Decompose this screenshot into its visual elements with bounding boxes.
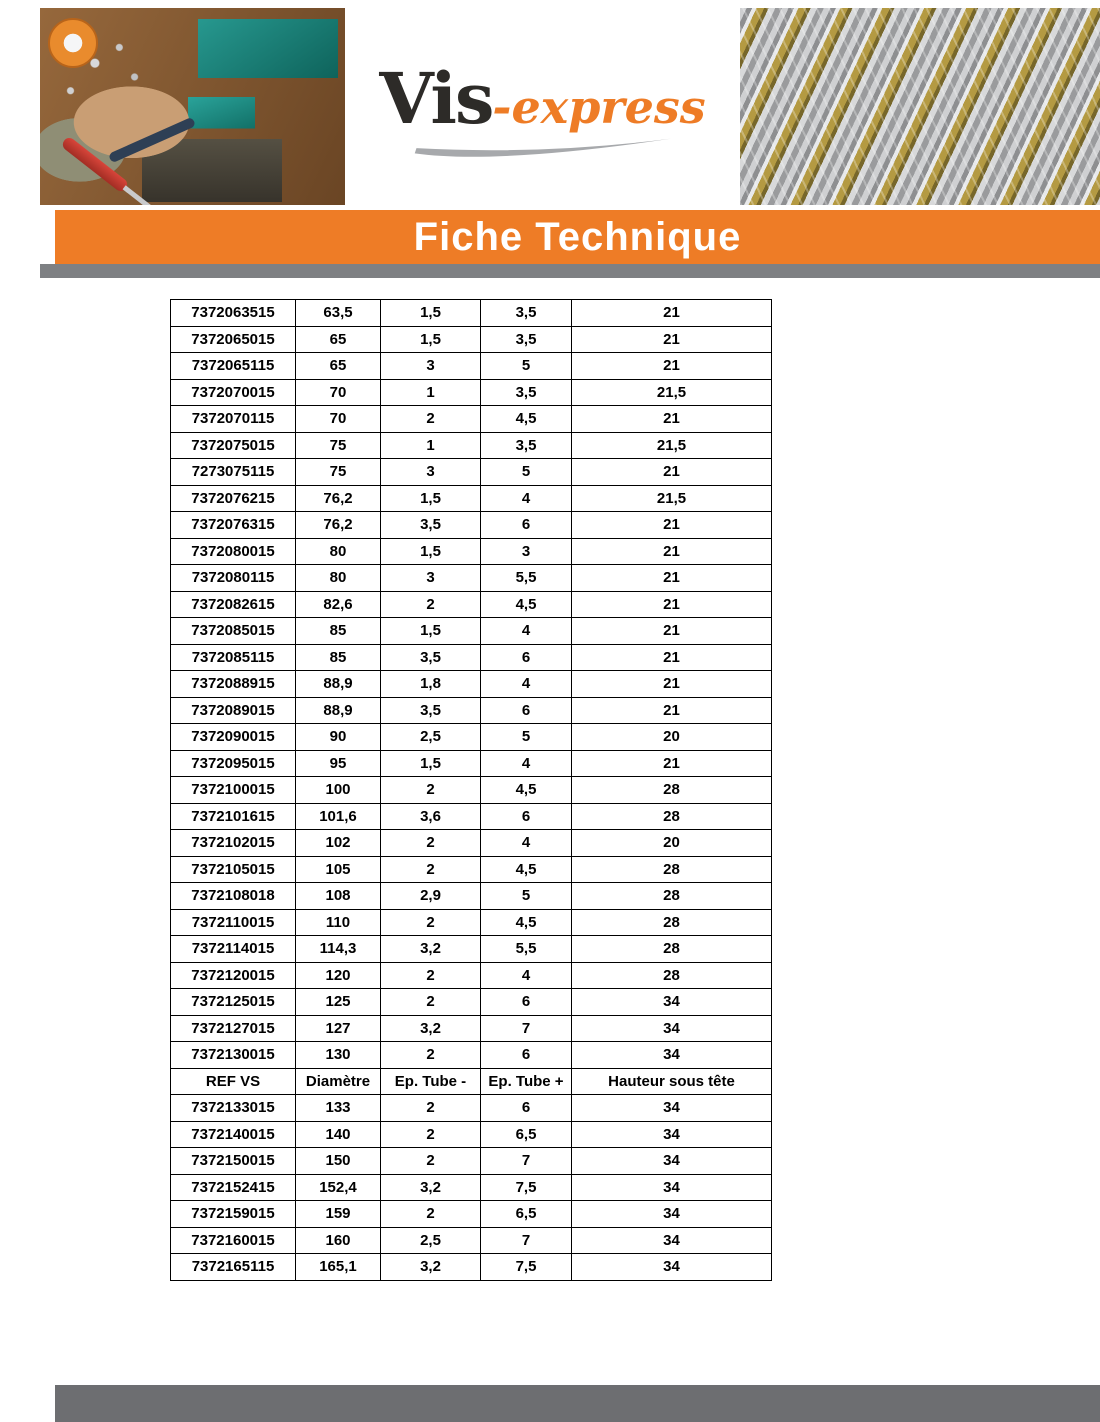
table-row [171, 406, 772, 433]
table-cell: 21 [572, 750, 772, 777]
table-cell: 70 [296, 379, 381, 406]
table-cell: 2 [381, 962, 481, 989]
table-cell: 7372140015 [171, 1121, 296, 1148]
table-cell: 28 [572, 962, 772, 989]
footer-bar [55, 1385, 1100, 1422]
table-cell: 101,6 [296, 803, 381, 830]
table-cell: 2 [381, 909, 481, 936]
table-cell: 34 [572, 1015, 772, 1042]
table-cell: 7372133015 [171, 1095, 296, 1122]
table-cell: 21 [572, 591, 772, 618]
table-cell: 20 [572, 724, 772, 751]
table-cell: 7372080115 [171, 565, 296, 592]
table-cell: 3 [381, 565, 481, 592]
table-cell: 5 [481, 353, 572, 380]
table-cell: 7372152415 [171, 1174, 296, 1201]
table-cell: 7372063515 [171, 300, 296, 327]
brand-logo-vis: Vis [379, 56, 493, 140]
table-cell: 4 [481, 485, 572, 512]
table-cell: 133 [296, 1095, 381, 1122]
table-cell: 7372160015 [171, 1227, 296, 1254]
table-row [171, 565, 772, 592]
tape-measure-detail [48, 18, 98, 68]
table-cell: 5,5 [481, 565, 572, 592]
table-row [171, 1148, 772, 1175]
table-row [171, 459, 772, 486]
table-row [171, 591, 772, 618]
table-cell: 34 [572, 1095, 772, 1122]
table-cell: 90 [296, 724, 381, 751]
table-cell: 1,5 [381, 750, 481, 777]
table-cell: 7372082615 [171, 591, 296, 618]
table-cell: 7372102015 [171, 830, 296, 857]
table-cell: 28 [572, 856, 772, 883]
table-row [171, 777, 772, 804]
table-row [171, 883, 772, 910]
table-cell: 2 [381, 989, 481, 1016]
table-cell: 108 [296, 883, 381, 910]
table-cell: 21 [572, 618, 772, 645]
table-row [171, 512, 772, 539]
table-cell: 65 [296, 353, 381, 380]
table-cell: 1,5 [381, 326, 481, 353]
column-header-cell: Hauteur sous tête [572, 1068, 772, 1095]
brand-logo-text [379, 56, 706, 140]
table-cell: 7372075015 [171, 432, 296, 459]
table-cell: 2 [381, 1121, 481, 1148]
table-cell: 21 [572, 512, 772, 539]
table-row [171, 830, 772, 857]
table-cell: 21 [572, 300, 772, 327]
table-cell: 7372065115 [171, 353, 296, 380]
brand-logo [345, 30, 740, 195]
table-cell: 4,5 [481, 406, 572, 433]
table-cell: 21 [572, 353, 772, 380]
table-cell: 1,5 [381, 485, 481, 512]
table-cell: 3,6 [381, 803, 481, 830]
table-cell: 88,9 [296, 671, 381, 698]
table-row [171, 618, 772, 645]
table-cell: 152,4 [296, 1174, 381, 1201]
table-cell: 21 [572, 671, 772, 698]
table-cell: 21 [572, 326, 772, 353]
table-cell: 7 [481, 1148, 572, 1175]
table-cell: 34 [572, 1174, 772, 1201]
table-cell: 2 [381, 1042, 481, 1069]
table-cell: 21 [572, 459, 772, 486]
table-cell: 34 [572, 1227, 772, 1254]
table-row [171, 1201, 772, 1228]
table-cell: 1 [381, 379, 481, 406]
table-cell: 3,5 [381, 512, 481, 539]
table-cell: 76,2 [296, 512, 381, 539]
table-cell: 3,5 [381, 697, 481, 724]
table-cell: 3,5 [481, 326, 572, 353]
table-cell: 34 [572, 1121, 772, 1148]
table-cell: 7372159015 [171, 1201, 296, 1228]
table-cell: 4,5 [481, 909, 572, 936]
table-row [171, 1227, 772, 1254]
table-cell: 1 [381, 432, 481, 459]
table-cell: 80 [296, 538, 381, 565]
table-cell: 82,6 [296, 591, 381, 618]
table-cell: 127 [296, 1015, 381, 1042]
table-cell: 4 [481, 830, 572, 857]
table-cell: 2 [381, 856, 481, 883]
table-cell: 2,9 [381, 883, 481, 910]
table-row [171, 1015, 772, 1042]
table-cell: 7372089015 [171, 697, 296, 724]
banner-underbar [40, 264, 1100, 278]
table-row [171, 724, 772, 751]
table-cell: 7372070015 [171, 379, 296, 406]
table-cell: 4 [481, 618, 572, 645]
table-cell: 6 [481, 1095, 572, 1122]
table-cell: 7372080015 [171, 538, 296, 565]
table-cell: 165,1 [296, 1254, 381, 1281]
table-header-row [171, 1068, 772, 1095]
screwdriver-detail [60, 135, 129, 193]
table-cell: 28 [572, 909, 772, 936]
table-cell: 3 [381, 353, 481, 380]
table-cell: 7372125015 [171, 989, 296, 1016]
table-cell: 5,5 [481, 936, 572, 963]
table-cell: 70 [296, 406, 381, 433]
table-cell: 21 [572, 697, 772, 724]
table-cell: 28 [572, 936, 772, 963]
table-cell: 7372095015 [171, 750, 296, 777]
pliers-detail [108, 117, 196, 164]
table-cell: 21 [572, 406, 772, 433]
table-cell: 7372165115 [171, 1254, 296, 1281]
title-banner [55, 210, 1100, 264]
table-row [171, 1254, 772, 1281]
table-cell: 7372127015 [171, 1015, 296, 1042]
table-cell: 28 [572, 777, 772, 804]
table-cell: 2 [381, 591, 481, 618]
table-row [171, 432, 772, 459]
table-cell: 21 [572, 565, 772, 592]
table-cell: 6,5 [481, 1121, 572, 1148]
table-cell: 1,8 [381, 671, 481, 698]
table-row [171, 353, 772, 380]
workbench-photo [40, 8, 345, 205]
column-header-cell: Diamètre [296, 1068, 381, 1095]
table-row [171, 962, 772, 989]
table-cell: 1,5 [381, 300, 481, 327]
table-cell: 105 [296, 856, 381, 883]
table-row [171, 803, 772, 830]
table-row [171, 1174, 772, 1201]
table-cell: 7372085015 [171, 618, 296, 645]
table-cell: 7372110015 [171, 909, 296, 936]
table-cell: 6 [481, 803, 572, 830]
screws-photo [740, 8, 1100, 205]
table-row [171, 326, 772, 353]
table-cell: 3,5 [481, 300, 572, 327]
table-cell: 85 [296, 618, 381, 645]
table-cell: 7372101615 [171, 803, 296, 830]
table-cell: 7372100015 [171, 777, 296, 804]
table-cell: 75 [296, 432, 381, 459]
logo-swoosh [403, 136, 683, 162]
table-cell: 28 [572, 883, 772, 910]
table-cell: 34 [572, 1148, 772, 1175]
table-cell: 21,5 [572, 379, 772, 406]
table-cell: 7372090015 [171, 724, 296, 751]
table-row [171, 300, 772, 327]
table-cell: 4 [481, 962, 572, 989]
table-cell: 6 [481, 512, 572, 539]
table-cell: 6 [481, 989, 572, 1016]
table-row [171, 697, 772, 724]
table-cell: 7372120015 [171, 962, 296, 989]
table-cell: 7372070115 [171, 406, 296, 433]
table-cell: 7372105015 [171, 856, 296, 883]
table-cell: 7,5 [481, 1174, 572, 1201]
table-cell: 125 [296, 989, 381, 1016]
table-cell: 6 [481, 697, 572, 724]
table-cell: 3,5 [481, 432, 572, 459]
table-cell: 159 [296, 1201, 381, 1228]
table-row [171, 909, 772, 936]
table-row [171, 1121, 772, 1148]
table-cell: 34 [572, 1254, 772, 1281]
table-cell: 130 [296, 1042, 381, 1069]
table-cell: 2 [381, 777, 481, 804]
table-cell: 34 [572, 989, 772, 1016]
table-cell: 63,5 [296, 300, 381, 327]
table-cell: 75 [296, 459, 381, 486]
table-cell: 7372076315 [171, 512, 296, 539]
table-cell: 7273075115 [171, 459, 296, 486]
table-cell: 7372076215 [171, 485, 296, 512]
table-row [171, 538, 772, 565]
table-cell: 2 [381, 830, 481, 857]
table-cell: 28 [572, 803, 772, 830]
table-row [171, 379, 772, 406]
table-cell: 4,5 [481, 856, 572, 883]
table-cell: 1,5 [381, 538, 481, 565]
table-cell: 80 [296, 565, 381, 592]
table-cell: 160 [296, 1227, 381, 1254]
table-cell: 95 [296, 750, 381, 777]
table-cell: 100 [296, 777, 381, 804]
table-cell: 4,5 [481, 777, 572, 804]
table-cell: 110 [296, 909, 381, 936]
table-cell: 7372085115 [171, 644, 296, 671]
spec-table-body [171, 300, 772, 1281]
table-cell: 2,5 [381, 724, 481, 751]
table-cell: 7,5 [481, 1254, 572, 1281]
table-cell: 34 [572, 1201, 772, 1228]
table-row [171, 936, 772, 963]
table-row [171, 1042, 772, 1069]
table-cell: 5 [481, 883, 572, 910]
table-cell: 3,2 [381, 1015, 481, 1042]
table-cell: 2 [381, 1095, 481, 1122]
table-cell: 85 [296, 644, 381, 671]
table-cell: 2,5 [381, 1227, 481, 1254]
table-row [171, 671, 772, 698]
table-cell: 3,5 [381, 644, 481, 671]
table-cell: 88,9 [296, 697, 381, 724]
page-title: Fiche Technique [413, 214, 742, 259]
table-row [171, 750, 772, 777]
table-cell: 2 [381, 1148, 481, 1175]
table-row [171, 1095, 772, 1122]
table-cell: 34 [572, 1042, 772, 1069]
table-cell: 21 [572, 538, 772, 565]
table-cell: 4 [481, 750, 572, 777]
table-cell: 150 [296, 1148, 381, 1175]
table-row [171, 989, 772, 1016]
table-cell: 4 [481, 671, 572, 698]
table-cell: 3 [481, 538, 572, 565]
table-cell: 140 [296, 1121, 381, 1148]
column-header-cell: Ep. Tube + [481, 1068, 572, 1095]
table-cell: 3,2 [381, 1174, 481, 1201]
table-cell: 20 [572, 830, 772, 857]
table-cell: 102 [296, 830, 381, 857]
table-cell: 120 [296, 962, 381, 989]
table-cell: 4,5 [481, 591, 572, 618]
table-row [171, 644, 772, 671]
table-cell: 2 [381, 406, 481, 433]
brand-logo-express: -express [492, 79, 706, 134]
table-cell: 65 [296, 326, 381, 353]
table-cell: 7372150015 [171, 1148, 296, 1175]
table-cell: 3,2 [381, 936, 481, 963]
table-cell: 7372130015 [171, 1042, 296, 1069]
table-cell: 3 [381, 459, 481, 486]
table-cell: 1,5 [381, 618, 481, 645]
table-cell: 7372088915 [171, 671, 296, 698]
table-row [171, 856, 772, 883]
table-cell: 6 [481, 1042, 572, 1069]
table-cell: 114,3 [296, 936, 381, 963]
table-cell: 7 [481, 1015, 572, 1042]
table-cell: 7372108018 [171, 883, 296, 910]
column-header-cell: Ep. Tube - [381, 1068, 481, 1095]
table-cell: 7372065015 [171, 326, 296, 353]
table-cell: 2 [381, 1201, 481, 1228]
table-cell: 5 [481, 459, 572, 486]
table-row [171, 485, 772, 512]
table-cell: 6 [481, 644, 572, 671]
table-cell: 6,5 [481, 1201, 572, 1228]
table-cell: 5 [481, 724, 572, 751]
table-cell: 7372114015 [171, 936, 296, 963]
column-header-cell: REF VS [171, 1068, 296, 1095]
table-cell: 21,5 [572, 485, 772, 512]
table-cell: 3,2 [381, 1254, 481, 1281]
table-cell: 76,2 [296, 485, 381, 512]
table-cell: 7 [481, 1227, 572, 1254]
table-cell: 21,5 [572, 432, 772, 459]
spec-table [170, 299, 772, 1281]
table-cell: 21 [572, 644, 772, 671]
table-cell: 3,5 [481, 379, 572, 406]
